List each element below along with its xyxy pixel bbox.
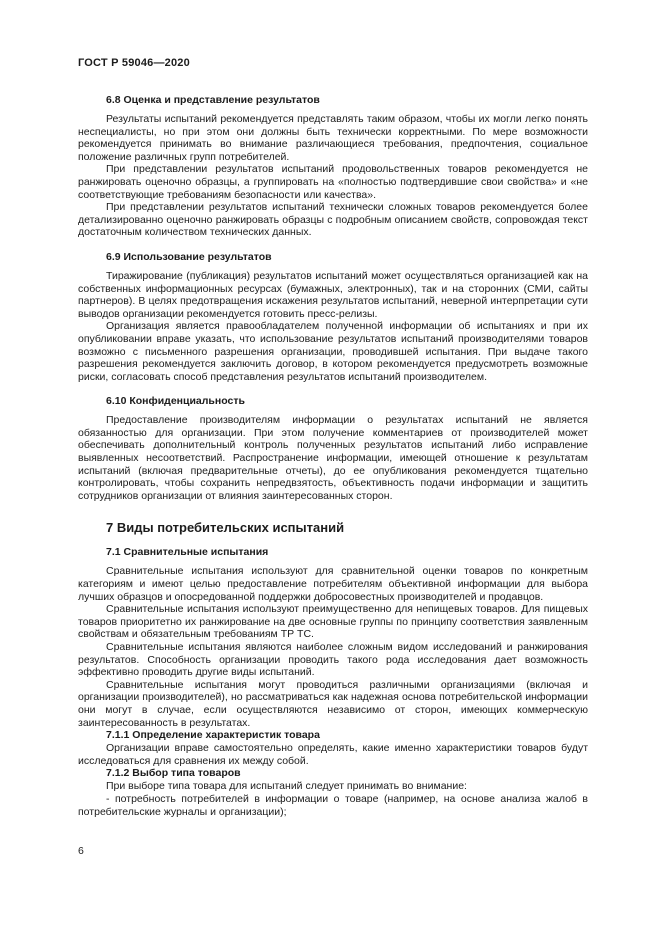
chapter-heading-7: 7 Виды потребительских испытаний: [106, 520, 345, 536]
paragraph: При представлении результатов испытаний продовольственных товаров рекомендуется не ранжировать оценочно образцы, а группировать на «полностью подтвердившие свои свойства» и «не соответствующие требованиям безопасности или качества».: [78, 163, 588, 201]
section-heading-7-1: 7.1 Сравнительные испытания: [106, 546, 269, 559]
paragraph: При представлении результатов испытаний технически сложных товаров рекомендуется более детализированно оценочно ранжировать образцы с подробным описанием свойств, сопровождая текст достаточным количеством технических данных.: [78, 201, 588, 239]
paragraph: При выборе типа товара для испытаний следует принимать во внимание:: [106, 780, 467, 793]
paragraph: Сравнительные испытания являются наиболее сложным видом исследований и ранжирования результатов. Способность организации проводить такого рода исследования дает возможность эффективно проводить другие виды испытаний.: [78, 641, 588, 679]
paragraph: Сравнительные испытания используют для сравнительной оценки товаров по конкретным категориям и имеют целью предоставление потребителям объективной информации для выбора лучших образцов и опосредованной поддержки добросовестных производителей и продавцов.: [78, 565, 588, 603]
paragraph: Тиражирование (публикация) результатов испытаний может осуществляться организацией как на собственных информационных ресурсах (бумажных, электронных), так и на сторонних (СМИ, сайты партнеров). В целях предотвращения искажения результатов испытаний, неверной интерпретации сути выводов организации рекомендуется готовить пресс-релизы.: [78, 269, 588, 320]
section-heading-6-8: 6.8 Оценка и представление результатов: [106, 94, 320, 106]
spacer: [78, 239, 588, 251]
paragraph: Сравнительные испытания используют преимущественно для непищевых товаров. Для пищевых товаров приоритетно их ранжирование на две основные группы по принципу соответствия заявленным свойствам и обязательным требованиям ТР ТС.: [78, 603, 588, 641]
standard-code: ГОСТ Р 59046—2020: [78, 57, 190, 69]
subsection-heading-7-1-1: 7.1.1 Определение характеристик товара: [106, 729, 320, 742]
section-heading-6-10: 6.10 Конфиденциальность: [106, 395, 245, 408]
paragraph: Результаты испытаний рекомендуется представлять таким образом, чтобы их могли легко понять неспециалисты, но при этом они должны быть технически корректными. По мере возможности рекомендуется принимать во внимание различающиеся требования, предпочтения, социальное положение различных групп потребителей.: [78, 113, 588, 163]
paragraph: Организации вправе самостоятельно определять, какие именно характеристики товаров будут исследоваться для сравнения их между собой.: [78, 742, 588, 767]
subsection-heading-7-1-2: 7.1.2 Выбор типа товаров: [106, 767, 241, 780]
paragraph: Организация является правообладателем полученной информации об испытаниях и при их опубликовании вправе указать, что использование результатов испытаний производителями товаров возможно с письменного разрешения организации, проводившей испытания. При выдаче такого разрешения рекомендуется заключить договор, в котором рекомендуется предусмотреть возможные риски, согласовать способ представления результатов испытаний производителем.: [78, 320, 588, 383]
paragraph: Сравнительные испытания могут проводиться различными организациями (включая и организации производителей), но рассматриваться как надежная основа потребительской информации они могут в случае, если осуществляются независимо от сторон, имеющих коммерческую заинтересованность в результатах.: [78, 678, 588, 729]
paragraph: Предоставление производителям информации о результатах испытаний не является обязанностью для организации. При этом получение комментариев от производителей может обеспечивать дополнительный контроль полученных результатов испытаний либо исправление выявленных несоответствий. Распространение информации, имеющей отношение к результатам испытаний (включая предварительные отчеты), до ее опубликования рекомендуется тщательно контролировать, чтобы сохранить непредвзятость, объективность подачи информации и защитить сотрудников организации от влияния заинтересованных сторон.: [78, 414, 588, 502]
spacer: [78, 383, 588, 395]
page-number: 6: [78, 845, 84, 857]
section-heading-6-9: 6.9 Использование результатов: [106, 250, 272, 263]
document-body: [78, 94, 588, 818]
list-item: - потребность потребителей в информации о товаре (например, на основе анализа жалоб в потребительские журналы и организации);: [78, 792, 588, 818]
